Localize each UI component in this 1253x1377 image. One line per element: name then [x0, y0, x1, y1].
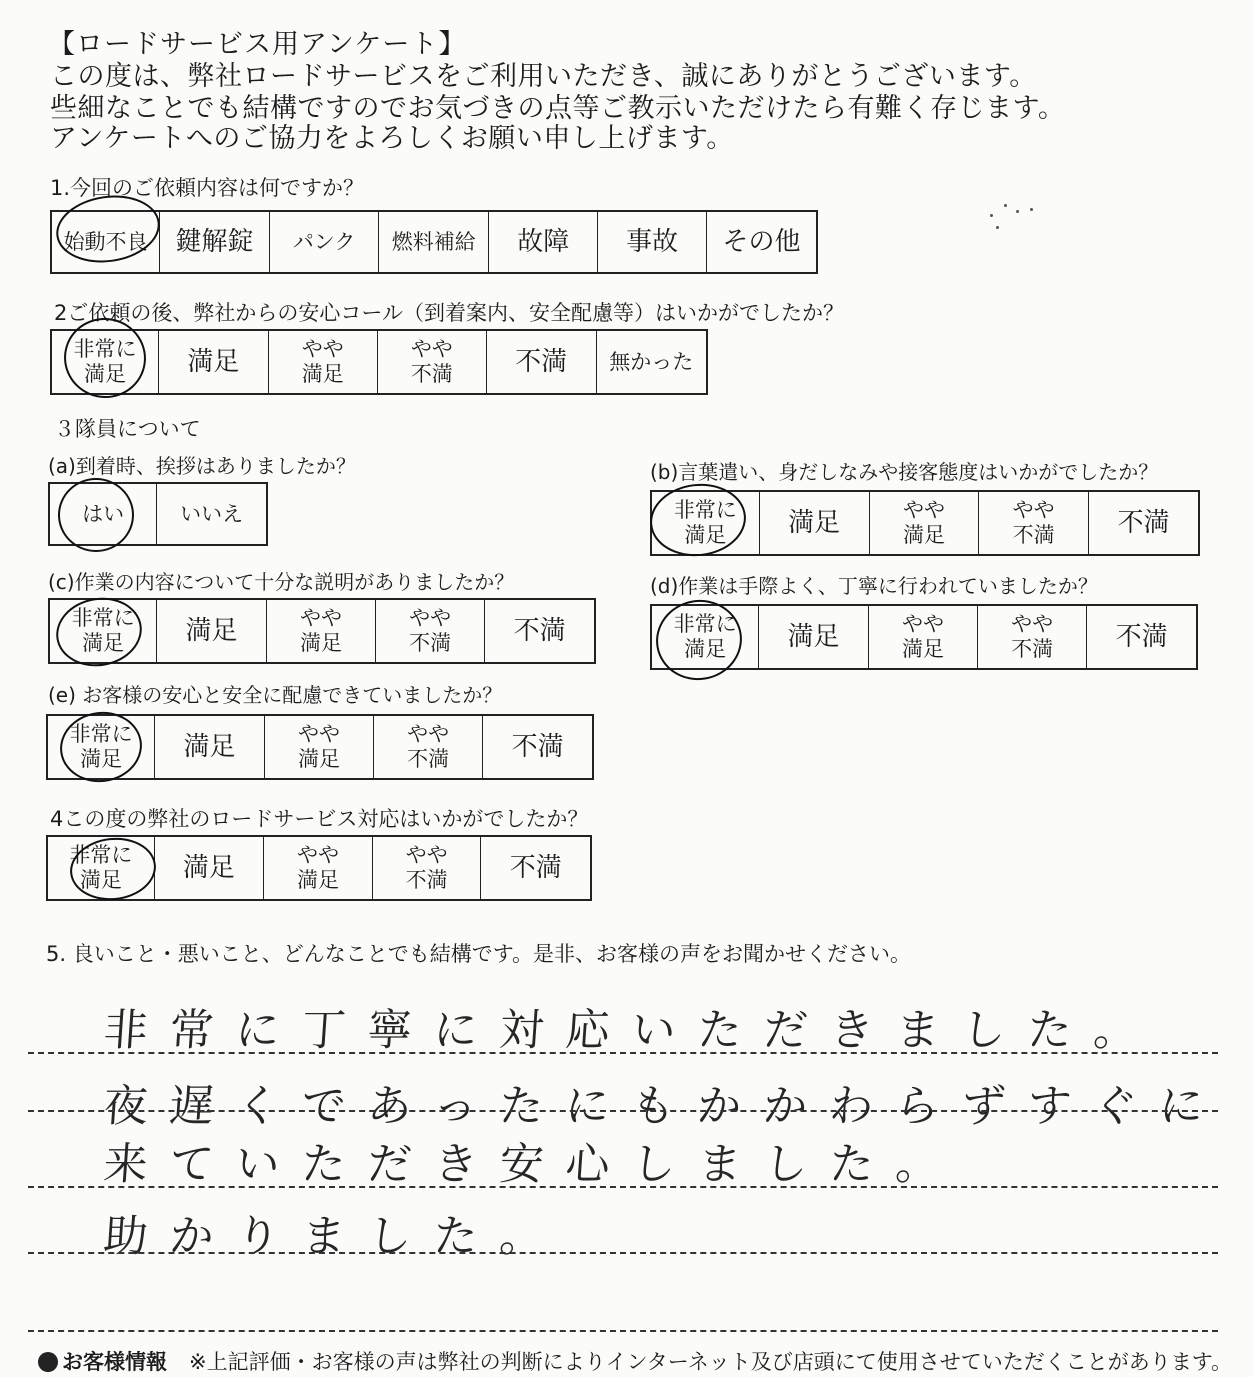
q2-question: 2ご依頼の後、弊社からの安心コール（到着案内、安全配慮等）はいかがでしたか？ [54, 301, 844, 325]
q3c-option-5[interactable]: 不満 [485, 599, 595, 663]
q2-options [50, 329, 708, 395]
q3c-question: (c)作業の内容について十分な説明がありましたか？ [48, 570, 515, 594]
q2-option-5[interactable]: 不満 [486, 330, 596, 394]
q3d-option-2[interactable]: 満足 [759, 605, 869, 669]
answer-rule-5 [28, 1330, 1218, 1332]
q3a-question: (a)到着時、挨拶はありましたか？ [48, 454, 356, 478]
q5-question: 5. 良いこと・悪いこと、どんなことでも結構です。是非、お客様の声をお聞かせください。 [46, 942, 912, 966]
q3a-option-2[interactable]: いいえ [157, 483, 267, 545]
q2-option-3[interactable]: やや 満足 [268, 330, 377, 394]
answer-rule-4 [28, 1252, 1218, 1254]
scan-speck [1016, 210, 1019, 213]
q1-option-7[interactable]: その他 [707, 211, 817, 273]
q3b-option-4[interactable]: やや 不満 [979, 491, 1089, 555]
q4-option-4[interactable]: やや 不満 [372, 836, 481, 900]
scan-speck [1004, 204, 1007, 207]
q3b-option-5[interactable]: 不満 [1088, 491, 1199, 555]
q3c-option-3[interactable]: やや 満足 [266, 599, 375, 663]
q3b-options [650, 490, 1200, 556]
q3b-question: (b)言葉遣い、身だしなみや接客態度はいかがでしたか？ [650, 460, 1159, 484]
survey-title: 【ロードサービス用アンケート】 [48, 29, 467, 60]
intro-line-1: この度は、弊社ロードサービスをご利用いただき、誠にありがとうございます。 [50, 61, 1037, 92]
q3c-option-1[interactable]: 非常に 満足 [49, 599, 157, 663]
q3e-options [46, 714, 594, 780]
q3a-options [48, 482, 268, 546]
q4-option-2[interactable]: 満足 [154, 836, 263, 900]
customer-info-note: ※上記評価・お客様の声は弊社の判断によりインターネット及び店頭にて使用させていただくことがあります。 [189, 1350, 1233, 1374]
q3e-option-3[interactable]: やや 満足 [264, 715, 373, 779]
bullet-icon [38, 1352, 58, 1372]
q3d-question: (d)作業は手際よく、丁寧に行われていましたか？ [650, 574, 1098, 598]
q2-option-4[interactable]: やや 不満 [377, 330, 486, 394]
q2-option-2[interactable]: 満足 [159, 330, 269, 394]
q3d-option-3[interactable]: やや 満足 [868, 605, 977, 669]
customer-info-label: お客様情報 [62, 1350, 167, 1374]
answer-rule-3 [28, 1186, 1218, 1188]
q5-answer-line-4: 助かりました。 [101, 1211, 568, 1262]
q5-answer-line-3: 来ていただき安心しました。 [101, 1139, 964, 1190]
q5-answer-line-1: 非常に丁寧に対応いただきました。 [101, 1005, 1162, 1056]
q1-question: 1.今回のご依頼内容は何ですか？ [50, 176, 365, 200]
q3b-option-1[interactable]: 非常に 満足 [651, 491, 759, 555]
q3c-option-4[interactable]: やや 不満 [376, 599, 485, 663]
answer-rule-1 [28, 1052, 1218, 1054]
q1-option-1[interactable]: 始動不良 [51, 211, 160, 273]
q3e-question: (e) お客様の安心と安全に配慮できていましたか？ [48, 683, 503, 707]
q3a-option-1[interactable]: はい [49, 483, 157, 545]
q1-option-3[interactable]: パンク [269, 211, 378, 273]
q3b-option-2[interactable]: 満足 [759, 491, 869, 555]
q3c-options [48, 598, 596, 664]
scan-speck [996, 226, 999, 229]
q3b-option-3[interactable]: やや 満足 [869, 491, 979, 555]
q1-options [50, 210, 818, 274]
q3d-option-1[interactable]: 非常に 満足 [651, 605, 759, 669]
q1-option-4[interactable]: 燃料補給 [379, 211, 489, 273]
q4-question: 4この度の弊社のロードサービス対応はいかがでしたか？ [50, 807, 589, 831]
q5-answer-line-2: 夜遅くであったにもかかわらずすぐに [101, 1081, 1228, 1132]
scan-speck [990, 214, 993, 217]
intro-line-2: 些細なことでも結構ですのでお気づきの点等ご教示いただけたら有難く存じます。 [50, 93, 1066, 124]
q4-option-5[interactable]: 不満 [481, 836, 591, 900]
scan-speck [1030, 208, 1033, 211]
q2-option-6[interactable]: 無かった [596, 330, 707, 394]
q4-option-1[interactable]: 非常に 満足 [47, 836, 154, 900]
customer-info-footer [38, 1346, 1232, 1376]
q4-options [46, 835, 592, 901]
q2-option-1[interactable]: 非常に 満足 [51, 330, 159, 394]
q3d-options [650, 604, 1198, 670]
q3c-option-2[interactable]: 満足 [157, 599, 267, 663]
q3e-option-2[interactable]: 満足 [155, 715, 265, 779]
q3e-option-1[interactable]: 非常に 満足 [47, 715, 155, 779]
answer-rule-2 [28, 1110, 1218, 1112]
q3d-option-5[interactable]: 不満 [1087, 605, 1197, 669]
q3-heading: ３隊員について [54, 417, 201, 441]
q3e-option-5[interactable]: 不満 [483, 715, 593, 779]
q3e-option-4[interactable]: やや 不満 [374, 715, 483, 779]
q1-option-5[interactable]: 故障 [489, 211, 598, 273]
q1-option-6[interactable]: 事故 [598, 211, 707, 273]
intro-line-3: アンケートへのご協力をよろしくお願い申し上げます。 [50, 123, 734, 154]
q1-option-2[interactable]: 鍵解錠 [160, 211, 270, 273]
q4-option-3[interactable]: やや 満足 [264, 836, 373, 900]
q3d-option-4[interactable]: やや 不満 [978, 605, 1087, 669]
